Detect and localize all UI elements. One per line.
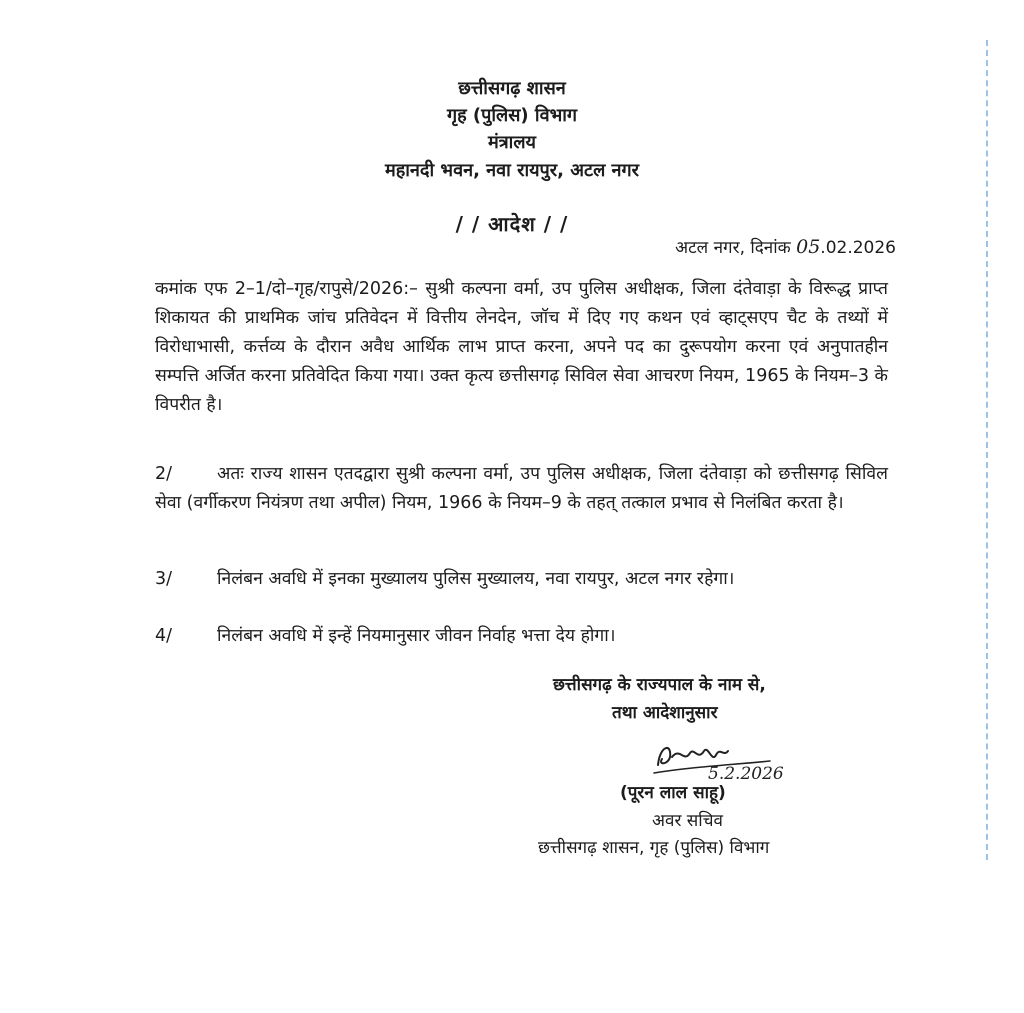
- date-day: 05: [796, 236, 821, 258]
- handwritten-signature: [650, 735, 830, 785]
- header-department: गृह (पुलिस) विभाग: [446, 105, 578, 126]
- paragraph-4-number: 4/: [155, 626, 173, 646]
- signature-date: 5.2.2026: [708, 764, 784, 784]
- paragraph-2-text: अतः राज्य शासन एतदद्वारा सुश्री कल्पना वर्मा, उप पुलिस अधीक्षक, जिला दंतेवाड़ा को छत्तीसगढ़ सिविल सेवा (वर्गीकरण नियंत्रण तथा अपील) नियम, 1966 के नियम–9 के तहत् तत्काल प्रभाव से निलंबित करता है।: [155, 464, 888, 513]
- signatory-name: (पूरन लाल साहू): [620, 783, 726, 803]
- date-prefix: अटल नगर, दिनांक: [675, 238, 797, 258]
- header-government: छत्तीसगढ़ शासन: [458, 78, 566, 99]
- order-date: [675, 235, 896, 258]
- signoff-governor-line: छत्तीसगढ़ के राज्यपाल के नाम से,: [553, 675, 766, 695]
- order-title: / / आदेश / /: [455, 212, 569, 236]
- signatory-department: छत्तीसगढ़ शासन, गृह (पुलिस) विभाग: [538, 838, 770, 858]
- header-address: महानदी भवन, नवा रायपुर, अटल नगर: [384, 160, 640, 181]
- paragraph-4: [155, 622, 888, 651]
- signoff-order-line: तथा आदेशानुसार: [612, 703, 718, 723]
- header-ministry: मंत्रालय: [487, 132, 536, 153]
- paragraph-2-number: 2/: [155, 464, 173, 484]
- paragraph-3-text: निलंबन अवधि में इनका मुख्यालय पुलिस मुख्यालय, नवा रायपुर, अटल नगर रहेगा।: [217, 569, 735, 589]
- paragraph-1-text: कमांक एफ 2–1/दो–गृह/रापुसे/2026:– सुश्री कल्पना वर्मा, उप पुलिस अधीक्षक, जिला दंतेवाड़ा के विरूद्ध प्राप्त शिकायत की प्राथमिक जांच प्रतिवेदन में वित्तीय लेनदेन, जॉच में दिए गए कथन एवं व्हाट्सएप चैट के तथ्यों में विरोधाभासी, कर्त्तव्य के दौरान अवैध आर्थिक लाभ प्राप्त करना, अपने पद का दुरूपयोग करना एवं अनुपातहीन सम्पत्ति अर्जित करना प्रतिवेदित किया गया। उक्त कृत्य छत्तीसगढ़ सिविल सेवा आचरण नियम, 1965 के नियम–3 के विपरीत है।: [155, 279, 888, 415]
- paragraph-1: [155, 275, 888, 420]
- signatory-designation: अवर सचिव: [652, 811, 723, 831]
- date-rest: .02.2026: [820, 238, 896, 258]
- paragraph-3-number: 3/: [155, 569, 173, 589]
- paragraph-4-text: निलंबन अवधि में इन्हें नियमानुसार जीवन निर्वाह भत्ता देय होगा।: [217, 626, 616, 646]
- paragraph-3: [155, 565, 888, 594]
- paragraph-2: [155, 460, 888, 518]
